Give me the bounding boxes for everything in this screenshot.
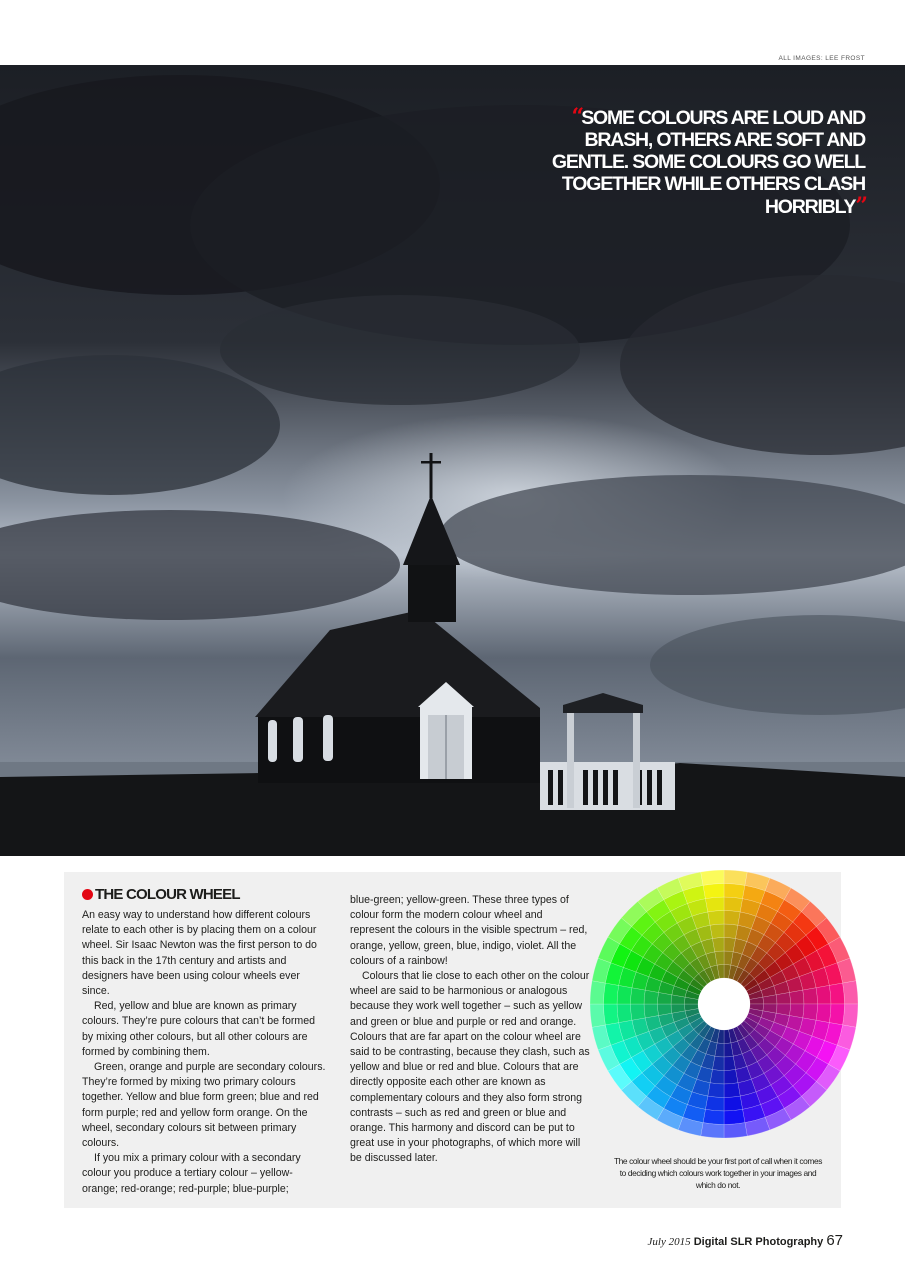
wheel-segment	[604, 983, 619, 1004]
wheel-segment	[843, 1004, 858, 1027]
wheel-segment	[703, 884, 724, 899]
wheel-segment	[789, 990, 804, 1004]
article-paragraph: An easy way to understand how different colours relate to each other is by placing them on a colour wheel. Sir Isaac Newton was the first person to do this back in the 17th century and artists and designers have been using colour wheels ever since.	[82, 909, 317, 998]
wheel-segment	[708, 911, 724, 926]
pull-quote	[545, 106, 865, 218]
article-column-2	[350, 893, 590, 1167]
magazine-name: Digital SLR Photography	[693, 1236, 824, 1248]
wheel-segment	[658, 1004, 672, 1016]
photo-credit: ALL IMAGES: LEE FROST	[778, 55, 865, 62]
issue-month: July 2015	[647, 1236, 691, 1248]
wheel-segment	[724, 1056, 736, 1070]
wheel-segment	[631, 988, 646, 1004]
article-paragraph: If you mix a primary colour with a secondary colour you produce a tertiary colour – yellow-orange; red-orange; red-purple; blue-purple;	[82, 1152, 301, 1195]
article-column-1	[82, 908, 328, 1197]
wheel-segment	[724, 884, 745, 899]
image-caption: The colour wheel should be your first port of call when it comes to deciding which colours work together in your images and which do not.	[613, 1156, 823, 1190]
article-paragraph: Green, orange and purple are secondary colours. They’re formed by mixing two primary colours together. Yellow and blue form green; blue and red form purple; red and yellow form orange. On the wheel, secondary colours sit between primary colours.	[82, 1061, 326, 1150]
section-heading-text: THE COLOUR WHEEL	[95, 886, 240, 903]
wheel-segment	[829, 983, 844, 1004]
wheel-segment	[712, 938, 724, 952]
wheel-segment	[703, 1109, 724, 1124]
wheel-segment	[724, 1123, 747, 1138]
wheel-segment	[724, 1109, 745, 1124]
colour-wheel-image	[588, 868, 860, 1140]
wheel-segment	[724, 1096, 743, 1111]
wheel-segment	[590, 1004, 605, 1027]
page-number: 67	[826, 1232, 843, 1249]
wheel-center	[698, 978, 750, 1030]
wheel-segment	[617, 985, 632, 1004]
wheel-segment	[803, 988, 818, 1004]
wheel-segment	[701, 1123, 724, 1138]
wheel-segment	[710, 924, 724, 939]
wheel-segment	[776, 992, 790, 1004]
open-quote-mark: “	[571, 104, 582, 130]
wheel-segment	[724, 1083, 740, 1098]
wheel-segment	[644, 1004, 659, 1018]
wheel-segment	[617, 1004, 632, 1023]
wheel-segment	[705, 897, 724, 912]
wheel-segment	[705, 1096, 724, 1111]
article-paragraph: Colours that lie close to each other on the colour wheel are said to be harmonious or analogous because they work well together – such as yellow and green or blue and purple or red and orange. Colours that are far apart on the colour wheel are said to be contrasting, because they clash, such as yellow and blue or red and blue. Colours that are directly opposite each other are known as complementary colours and they also form strong contrasts – such as red and green or blue and orange. This harmony and discord can be put to great use in your photographs, of which more will be discussed later.	[350, 970, 590, 1165]
wheel-segment	[829, 1004, 844, 1025]
wheel-segment	[708, 1083, 724, 1098]
wheel-segment	[843, 981, 858, 1004]
wheel-segment	[816, 985, 831, 1004]
wheel-segment	[816, 1004, 831, 1023]
pull-quote-text: SOME COLOURS ARE LOUD AND BRASH, OTHERS ARE SOFT AND GENTLE. SOME COLOURS GO WELL TOGETHER WHILE OTHERS CLASH HORRIBLY	[551, 107, 865, 218]
wheel-segment	[701, 870, 724, 885]
wheel-segment	[724, 911, 740, 926]
wheel-segment	[803, 1004, 818, 1020]
wheel-segment	[590, 981, 605, 1004]
wheel-segment	[724, 870, 747, 885]
wheel-segment	[724, 1069, 738, 1084]
wheel-segment	[724, 897, 743, 912]
close-quote-mark: ”	[855, 193, 865, 219]
wheel-segment	[631, 1004, 646, 1020]
page-folio	[648, 1232, 843, 1249]
section-heading	[82, 886, 240, 903]
article-paragraph: Red, yellow and blue are known as primary colours. They’re pure colours that can’t be formed by mixing other colours, but all other colours are formed by combining them.	[82, 1000, 315, 1058]
wheel-segment	[604, 1004, 619, 1025]
article-paragraph: blue-green; yellow-green. These three types of colour form the modern colour wheel and represent the colours in the visible spectrum – red, orange, yellow, green, blue, indigo, violet. All the colours of a rainbow!	[350, 894, 588, 967]
bullet-dot-icon	[82, 889, 93, 900]
